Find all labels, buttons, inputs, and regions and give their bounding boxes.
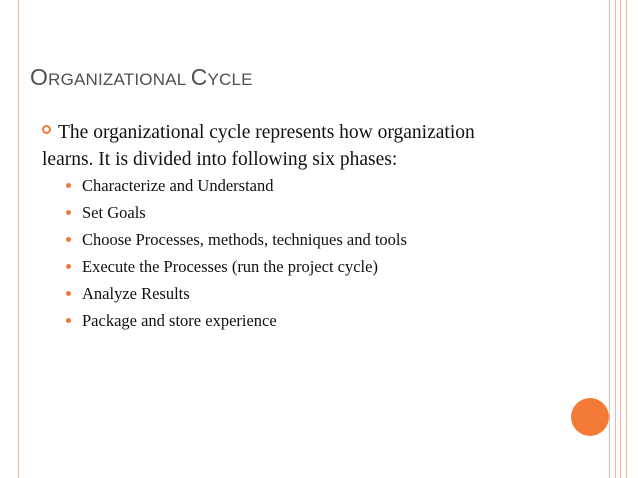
list-item [66, 172, 407, 199]
decorative-circle [571, 398, 609, 436]
list-item [66, 226, 407, 253]
main-bullet-text [42, 119, 562, 173]
phase-label: Analyze Results [82, 284, 190, 303]
dot-bullet-icon [66, 318, 71, 323]
title-rest-2: YCLE [207, 70, 253, 89]
slide-title [30, 64, 253, 91]
right-border-line-2 [615, 0, 616, 478]
title-cap-2: C [190, 64, 208, 90]
phase-label: Choose Processes, methods, techniques and tools [82, 230, 407, 249]
dot-bullet-icon [66, 291, 71, 296]
ring-bullet-icon [42, 125, 51, 134]
phase-label: Set Goals [82, 203, 146, 222]
right-border-line-4 [626, 0, 627, 478]
left-border-line [18, 0, 19, 478]
title-cap-1: O [30, 64, 49, 90]
list-item [66, 307, 407, 334]
dot-bullet-icon [66, 210, 71, 215]
title-rest-1: RGANIZATIONAL [48, 70, 191, 89]
list-item [66, 199, 407, 226]
main-bullet [42, 119, 562, 173]
phase-label: Execute the Processes (run the project cycle) [82, 257, 378, 276]
dot-bullet-icon [66, 264, 71, 269]
list-item [66, 253, 407, 280]
right-border-line-3 [620, 0, 621, 478]
dot-bullet-icon [66, 237, 71, 242]
dot-bullet-icon [66, 183, 71, 188]
phase-label: Characterize and Understand [82, 176, 274, 195]
main-bullet-line-2: learns. It is divided into following six phases: [42, 149, 398, 170]
list-item [66, 280, 407, 307]
phase-label: Package and store experience [82, 311, 277, 330]
right-border-line-1 [609, 0, 610, 478]
main-bullet-line-1: The organizational cycle represents how organization [58, 122, 475, 143]
phase-list [66, 172, 407, 334]
